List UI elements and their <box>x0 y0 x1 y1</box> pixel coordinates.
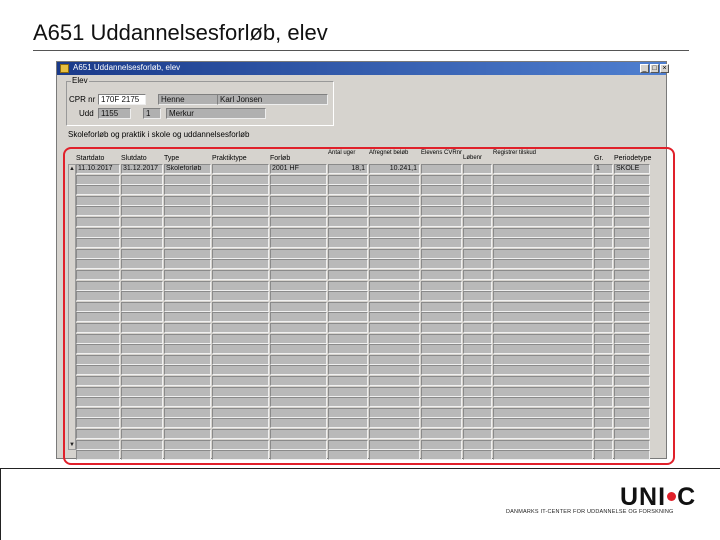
column-header-slutdato[interactable]: Slutdato <box>121 155 147 162</box>
column-header-cvr[interactable]: Elevens CVRnr <box>421 150 463 156</box>
column-header-forloeb[interactable]: Forløb <box>270 155 291 162</box>
cell-type[interactable]: Skoleforløb <box>164 164 211 174</box>
logo-left-text: UNI <box>620 483 667 511</box>
cell-uger[interactable]: 18,1 <box>328 164 368 174</box>
window-title: A651 Uddannelsesforløb, elev <box>73 63 181 72</box>
logo-subtitle: DANMARKS IT-CENTER FOR UDDANNELSE OG FORSKNING <box>506 509 674 515</box>
cpr-label: CPR nr <box>69 95 96 104</box>
slide-title: A651 Uddannelsesforløb, elev <box>33 20 328 45</box>
udd-code-field[interactable]: 1155 <box>98 108 131 119</box>
elev-frame-label: Elev <box>72 76 88 85</box>
app-icon <box>60 64 69 73</box>
column-header-gr[interactable]: Gr. <box>594 155 604 162</box>
column-header-beloeb[interactable]: Afregnet beløb <box>369 150 409 156</box>
cell-beloeb[interactable]: 10.241,1 <box>369 164 420 174</box>
last-name-field[interactable]: Karl Jonsen <box>217 94 328 105</box>
window-titlebar[interactable] <box>57 62 666 75</box>
column-header-tilskud[interactable]: Registrer tilskud <box>493 150 537 156</box>
slide-footer <box>0 468 720 540</box>
grid-highlight-frame <box>63 147 675 465</box>
column-header-startdato[interactable]: Startdato <box>76 155 105 162</box>
column-header-praktiktype[interactable]: Praktiktype <box>212 155 247 162</box>
logo-dot-icon <box>667 492 676 501</box>
cell-periodetype[interactable]: SKOLE <box>614 164 650 174</box>
udd-name-field[interactable]: Merkur <box>166 108 266 119</box>
column-header-lobenr[interactable]: Løbenr <box>463 155 483 161</box>
first-name-field[interactable]: Henne <box>158 94 222 105</box>
column-header-periodetype[interactable]: Periodetype <box>614 155 652 162</box>
column-header-uger[interactable]: Antal uger <box>328 150 356 156</box>
cell-startdato[interactable]: 11.10.2017 <box>76 164 120 174</box>
grid-caption: Skoleforløb og praktik i skole og uddannelsesforløb <box>68 130 250 139</box>
cpr-field[interactable]: 170F 2175 <box>98 94 146 105</box>
cell-forloeb[interactable]: 2001 HF <box>270 164 327 174</box>
column-header-type[interactable]: Type <box>164 155 180 162</box>
cell-slutdato[interactable]: 31.12.2017 <box>121 164 163 174</box>
scroll-down-arrow-icon[interactable]: ▼ <box>69 442 75 448</box>
cell-gr[interactable]: 1 <box>594 164 613 174</box>
close-button[interactable]: × <box>660 64 669 73</box>
unic-logo <box>620 483 696 512</box>
title-divider <box>33 50 689 51</box>
maximize-button[interactable]: □ <box>650 64 659 73</box>
logo-right-text: C <box>677 483 697 511</box>
scroll-up-arrow-icon[interactable]: ▲ <box>69 166 75 172</box>
udd-number-field[interactable]: 1 <box>143 108 161 119</box>
udd-label: Udd <box>79 109 94 118</box>
minimize-button[interactable]: _ <box>640 64 649 73</box>
